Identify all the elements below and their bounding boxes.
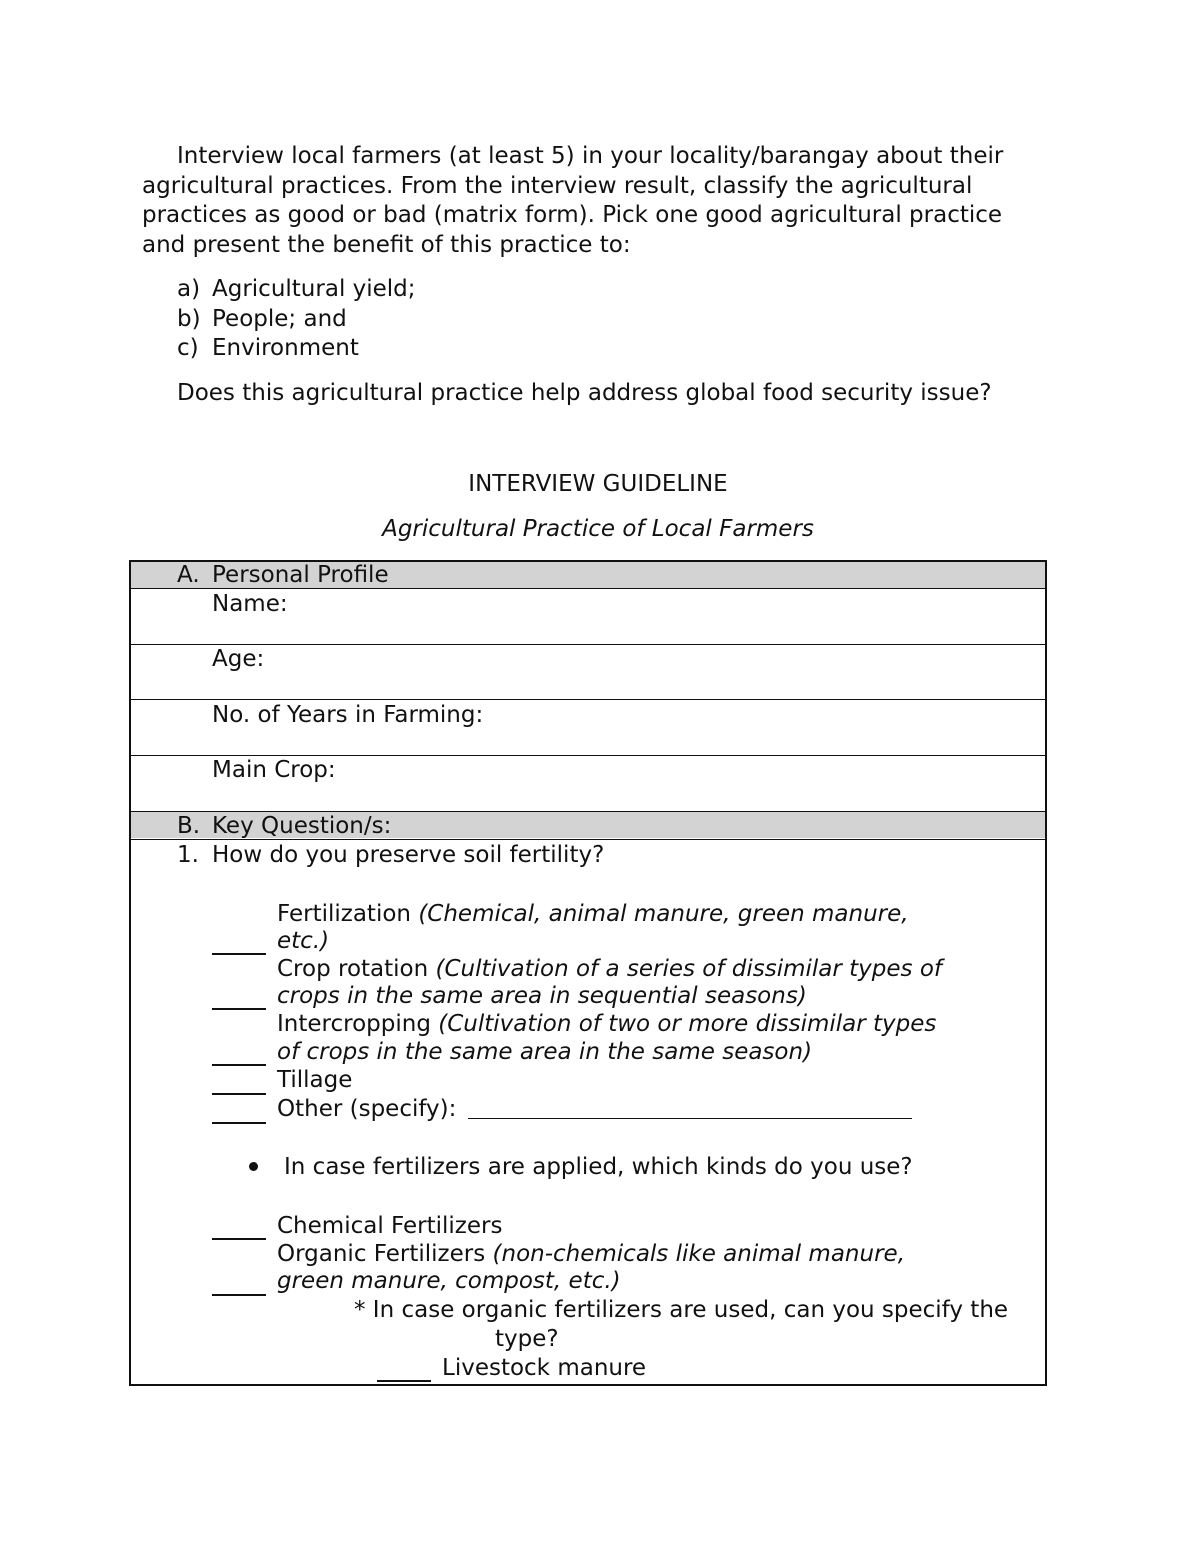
option-chemical-fertilizers: Chemical Fertilizers	[277, 1213, 503, 1239]
livestock-manure-blank[interactable]	[377, 1380, 431, 1382]
option-fertilization-note: etc.)	[277, 928, 330, 954]
option-livestock-manure: Livestock manure	[442, 1355, 647, 1381]
option-intercropping-note: of crops in the same area in the same season)	[277, 1039, 813, 1065]
fertilization-blank[interactable]	[212, 953, 266, 955]
fertilizer-kind-question: In case fertilizers are applied, which kinds do you use?	[284, 1154, 913, 1180]
option-intercropping: Intercropping (Cultivation of two or more dissimilar types	[277, 1011, 937, 1037]
option-organic-fertilizers-note: green manure, compost, etc.)	[277, 1268, 621, 1294]
main-crop-field-label: Main Crop:	[212, 757, 336, 783]
section-a-header: A. Personal Profile	[177, 562, 389, 588]
name-field-label: Name:	[212, 591, 288, 617]
crop-rotation-blank[interactable]	[212, 1008, 266, 1010]
question-1: 1. How do you preserve soil fertility?	[177, 842, 605, 868]
list-item-b: b) People; and	[177, 306, 347, 332]
organic-fertilizers-blank[interactable]	[212, 1294, 266, 1296]
other-specify-line[interactable]	[468, 1118, 912, 1119]
list-item-c: c) Environment	[177, 335, 359, 361]
guideline-subtitle: Agricultural Practice of Local Farmers	[382, 516, 814, 542]
option-tillage: Tillage	[277, 1067, 353, 1093]
option-crop-rotation-note: crops in the same area in sequential seasons)	[277, 983, 807, 1009]
age-field-label: Age:	[212, 646, 265, 672]
option-fertilization: Fertilization (Chemical, animal manure, green manure,	[277, 901, 909, 927]
organic-type-question: * In case organic fertilizers are used, can you specify the	[354, 1297, 1009, 1323]
food-security-question: Does this agricultural practice help address global food security issue?	[177, 380, 992, 406]
organic-type-question-cont: type?	[495, 1326, 559, 1352]
option-organic-fertilizers: Organic Fertilizers (non-chemicals like animal manure,	[277, 1241, 905, 1267]
bullet-icon	[249, 1162, 258, 1171]
intercropping-blank[interactable]	[212, 1064, 266, 1066]
chemical-fertilizers-blank[interactable]	[212, 1238, 266, 1240]
guideline-title: INTERVIEW GUIDELINE	[468, 471, 728, 497]
list-item-a: a) Agricultural yield;	[177, 276, 416, 302]
other-blank[interactable]	[212, 1122, 266, 1124]
section-b-header: B. Key Question/s:	[177, 813, 392, 839]
intro-paragraph: Interview local farmers (at least 5) in your locality/barangay about their agricultural practices. From the interview result, classify the agricultural practices as good or bad (matrix form). Pick one good agricultural practice and present the benefit of this practice to:	[142, 143, 1004, 258]
tillage-blank[interactable]	[212, 1093, 266, 1095]
years-farming-field-label: No. of Years in Farming:	[212, 702, 484, 728]
option-crop-rotation: Crop rotation (Cultivation of a series of dissimilar types of	[277, 956, 943, 982]
option-other: Other (specify):	[277, 1096, 457, 1122]
